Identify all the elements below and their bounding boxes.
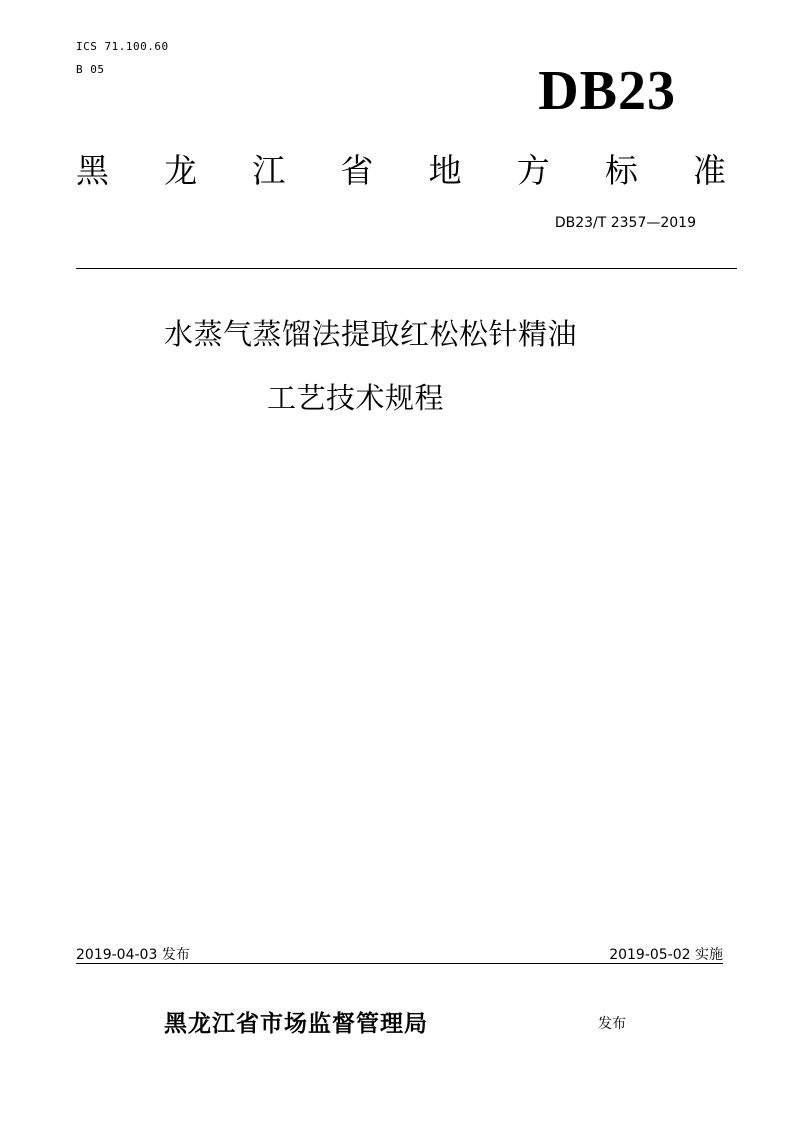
standard-number: DB23/T 2357—2019: [554, 215, 696, 231]
document-title-line-1: 水蒸气蒸馏法提取红松松针精油: [164, 317, 578, 351]
standard-type-char: 准: [692, 151, 726, 190]
standard-type-char: 龙: [164, 151, 198, 190]
standard-type-char: 地: [428, 151, 462, 190]
implementation-date: 2019-05-02 实施: [609, 947, 723, 963]
footer-divider: [76, 963, 723, 964]
issuing-authority: 黑龙江省市场监督管理局: [164, 1010, 428, 1037]
standard-type-char: 黑: [76, 151, 109, 190]
standard-type-char: 标: [604, 151, 638, 190]
standard-mark: DB23: [538, 60, 676, 122]
standard-type-heading: [76, 146, 726, 196]
standard-type-char: 方: [516, 151, 550, 190]
header-divider: [76, 268, 737, 269]
document-title-line-2: 工艺技术规程: [267, 381, 445, 415]
ics-code: ICS 71.100.60: [76, 40, 169, 53]
issuing-authority-suffix: 发布: [598, 1016, 626, 1032]
ccs-code: B 05: [76, 63, 105, 76]
standard-type-char: 省: [340, 151, 374, 190]
issue-date: 2019-04-03 发布: [76, 947, 190, 963]
standard-type-char: 江: [252, 151, 286, 190]
